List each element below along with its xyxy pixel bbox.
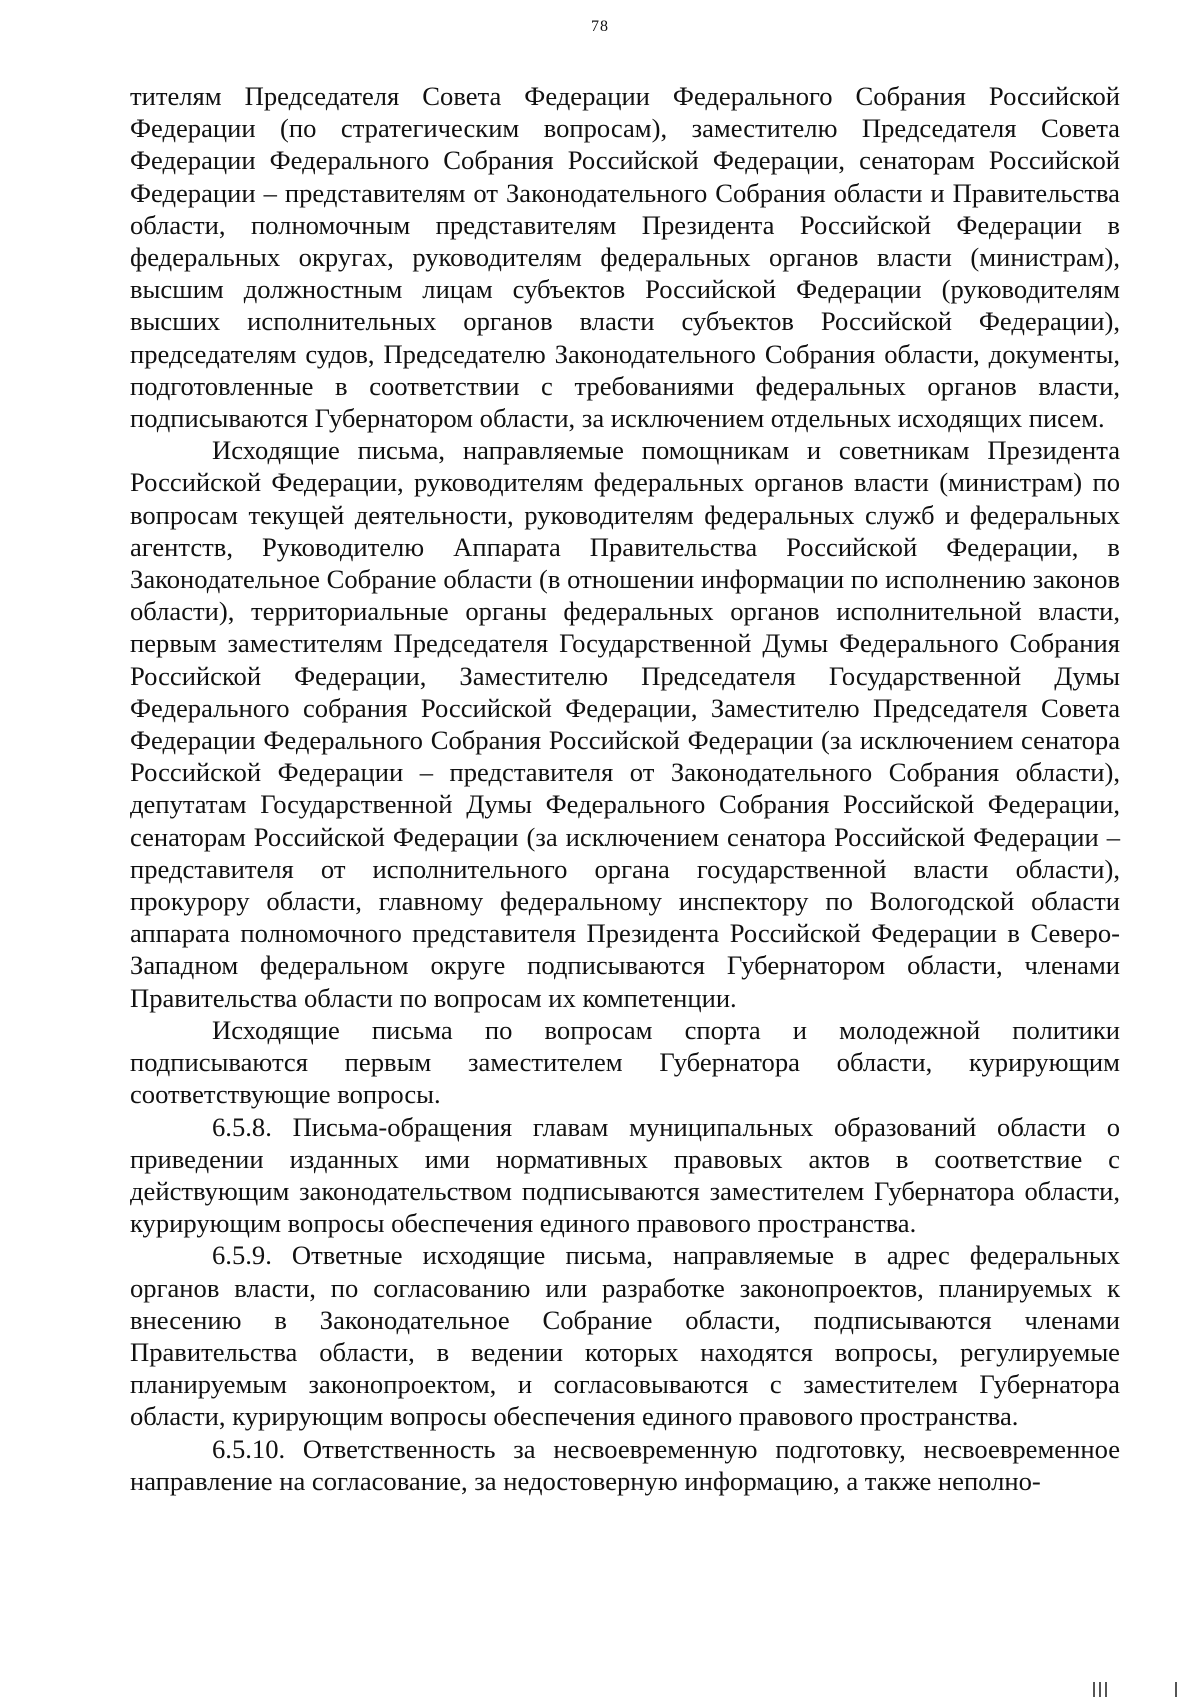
paragraph-continuation: тителям Председателя Совета Федерации Федерального Собрания Российской Федерации (по стратегическим вопросам), заместителю Председателя Совета Федерации Федерального Собрания Российской Федерации, сенаторам Российской Федерации – представителям от Законодательного Собрания области и Правительства области, полномочным представителям Президента Российской Федерации в федеральных округах, руководителям федеральных органов власти (министрам), высшим должностным лицам субъектов Российской Федерации (руководителям высших исполнительных органов власти субъектов Российской Федерации), председателям судов, Председателю Законодательного Собрания области, документы, подготовленные в соответствии с требованиями федеральных органов власти, подписываются Губернатором области, за исключением отдельных исходящих писем. [130,81,1120,434]
paragraph-6-5-8: 6.5.8. Письма-обращения главам муниципальных образований области о приведении изданных ими нормативных правовых актов в соответствие с действующим законодательством подписываются заместителем Губернатора области, курирующим вопросы обеспечения единого правового пространства. [130,1111,1120,1239]
document-body [130,80,1120,1497]
paragraph-outgoing-letters: Исходящие письма, направляемые помощникам и советникам Президента Российской Федерации, руководителям федеральных органов власти (министрам) по вопросам текущей деятельности, руководителям федеральных служб и федеральных агентств, Руководителю Аппарата Правительства Российской Федерации, в Законодательное Собрание области (в отношении информации по исполнению законов области), территориальные органы федеральных органов исполнительной власти, первым заместителям Председателя Государственной Думы Федерального Собрания Российской Федерации, Заместителю Председателя Государственной Думы Федерального собрания Российской Федерации, Заместителю Председателя Совета Федерации Федерального Собрания Российской Федерации (за исключением сенатора Российской Федерации – представителя от Законодательного Собрания области), депутатам Государственной Думы Федерального Собрания Российской Федерации, сенаторам Российской Федерации (за исключением сенатора Российской Федерации – представителя от исполнительного органа государственной власти области), прокурору области, главному федеральному инспектору по Вологодской области аппарата полномочного представителя Президента Российской Федерации в Северо-Западном федеральном округе подписываются Губернатором области, членами Правительства области по вопросам их компетенции. [130,435,1120,1013]
scan-artifact-marks [1093,1678,1183,1697]
page-number: 78 [591,18,609,35]
paragraph-sport-youth-policy: Исходящие письма по вопросам спорта и молодежной политики подписываются первым заместителем Губернатора области, курирующим соответствующие вопросы. [130,1014,1120,1110]
paragraph-6-5-10: 6.5.10. Ответственность за несвоевременную подготовку, несвоевременное направление на согласование, за недостоверную информацию, а также неполно- [130,1433,1120,1496]
paragraph-6-5-9: 6.5.9. Ответные исходящие письма, направляемые в адрес федеральных органов власти, по согласованию или разработке законопроектов, планируемых к внесению в Законодательное Собрание области, подписываются членами Правительства области, в ведении которых находятся вопросы, регулируемые планируемым законопроектом, и согласовываются с заместителем Губернатора области, курирующим вопросы обеспечения единого правового пространства. [130,1240,1120,1432]
